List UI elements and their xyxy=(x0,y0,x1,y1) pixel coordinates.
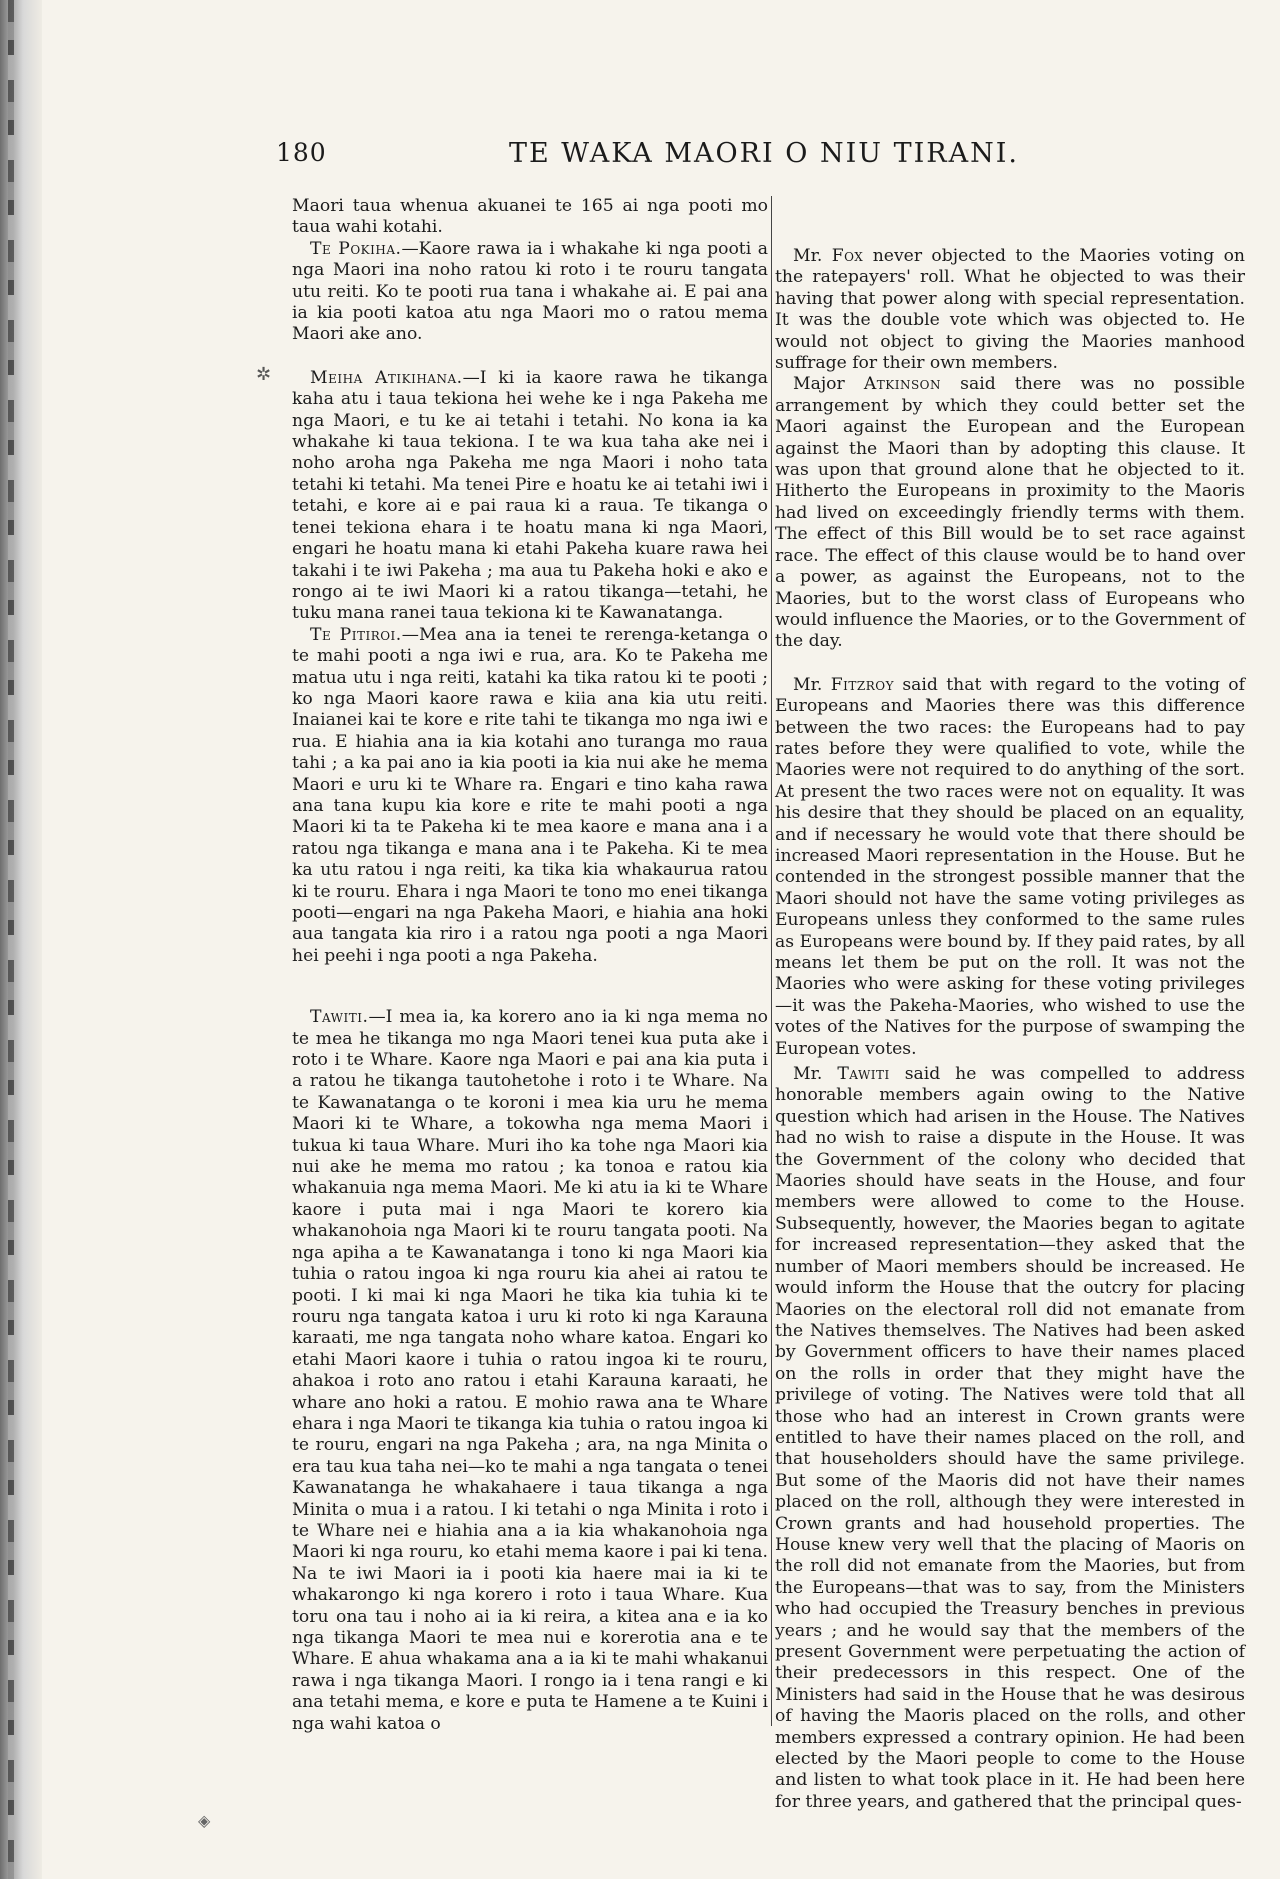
paragraph xyxy=(292,625,768,968)
paragraph-text: said there was no possible arrangement by which they could better set the Maori against the European and the European against the Maori than by adopting this clause. It was upon that ground alone that he objected to it. Hitherto the Europeans in proximity to the Maoris had lived on exceedingly friendly terms with them. The effect of this Bill would be to set race against race. The effect of this clause would be to hand over a power, as against the Europeans, not to the Maories, but to the worst class of Europeans who would influence the Maories, or to the Government of the day. xyxy=(775,374,1245,652)
speaker-title: Mr. xyxy=(793,1064,838,1085)
paragraph xyxy=(775,374,1245,652)
column-divider xyxy=(771,196,772,1726)
speaker-title: Mr. xyxy=(793,246,832,266)
speaker-title: Mr. xyxy=(793,674,831,695)
paragraph-text: —Kaore rawa ia i whakahe ki nga pooti a nga Maori ina noho ratou ki roto i te rouru tangata utu reiti. Ko te pooti rua tana i whakahe ai. E pai ana ia kia pooti katoa atu nga Maori mo o ratou mema Maori ake ano. xyxy=(292,238,768,345)
right-column-english xyxy=(775,246,1245,1813)
paragraph xyxy=(292,239,768,346)
margin-mark-icon: ✲ xyxy=(256,364,272,385)
paragraph xyxy=(775,1064,1245,1813)
paragraph-text: —Mea ana ia tenei te rerenga-ketanga o te mahi pooti a nga iwi e rua, ara. Ko te Pakeha me matua utu i nga reiti, katahi ka tika ratou ki te pooti ; ko nga Maori kaore rawa e kiia ana kia utu reiti. Inaianei kai te kore e rite tahi te tikanga mo nga iwi e rua. E hiahia ana ia kia kotahi ano turanga mo raua tahi ; a ka pai ano ia kia pooti ia kia nui ake he mema Maori e uru ki te Whare ra. Engari e tino kaha rawa ana tana kupu kia kore e rite te mahi pooti a nga Maori ki ta te Pakeha ki te mea kaore e mana ana i a ratou nga tikanga e mana ana i te Pakeha. Ki te mea ka utu ratou i nga reiti, ka tika kia whakaurua ratou ki te rouru. Ehara i nga Maori te tono mo enei tikanga pooti—engari na nga Pakeha Maori, e hiahia ana hoki aua tangata kia riro i a ratou nga pooti a nga Maori hei peehi i nga pooti a nga Pakeha. xyxy=(292,624,768,966)
book-binding-edge xyxy=(0,0,42,1879)
paragraph xyxy=(775,246,1245,374)
paragraph-text: —I mea ia, ka korero ano ia ki nga mema no te mea he tikanga mo nga Maori tenei kua puta ake i roto i te Whare. Kaore nga Maori e pai ana kia puta i a ratou he tikanga tautohetohe i roto i te Whare. Na te Kawanatanga o te koroni i mea kia uru he mema Maori ki te Whare, a tokowha nga mema Maori i tukua ki taua Whare. Muri iho ka tohe nga Maori kia nui ake he mema mo ratou ; ka tonoa e ratou kia whakanuia nga mema Maori. Me ki atu ia ki te Whare kaore i puta mai i nga Maori te korero kia whakanohoia nga Maori ki te rouru tangata pooti. Na nga apiha a te Kawanatanga i tono ki nga Maori kia tuhia o ratou ingoa ki nga rouru kia ahei ai ratou te pooti. I ki mai ki nga Maori he tika kia tuhia ki te rouru nga tangata katoa i uru ki roto ki nga Karauna karaati, me nga tangata noho whare katoa. Engari ko etahi Maori kaore i tuhia o ratou ingoa ki te rouru, ahakoa i roto ano ratou i etahi Karauna karaati, he whare ano hoki a ratou. E mohio rawa ana te Whare ehara i nga Maori te tikanga kia tuhia o ratou ingoa ki te rouru, engari na nga Pakeha ; ara, na nga Minita o era tau kua taha nei—ko te mahi a nga tangata o tenei Kawanatanga he whakahaere i taua tikanga a nga Minita o mua i a ratou. I ki tetahi o nga Minita i roto i te Whare nei e hiahia ana a ia kia whakanohoia nga Maori ki nga rouru, ko etahi mema kaore i pai ki tena. Na te iwi Maori ia i pooti kia haere mai ia ki te whakarongo ki nga korero i roto i taua Whare. Kua toru ona tau i noho ai ia ki reira, a kitea ana e ia ko nga tikanga Maori te mea nui e korerotia ana e te Whare. E ahua whakama ana a ia ki te mahi whakanui rawa i nga tikanga Maori. I rongo ia i tena rangi e ki ana tetahi mema, e kore e puta te Hamene a te Kuini i nga wahi katoa o xyxy=(292,1007,768,1734)
speaker-title: Major xyxy=(793,374,864,395)
paragraph xyxy=(775,675,1245,1060)
speaker-name: Te Pokiha. xyxy=(310,238,402,259)
paragraph-text: never objected to the Maories voting on the ratepayers' roll. What he objected to was their having that power along with special representation. It was the double vote which was objected to. He would not object to giving the Maories manhood suffrage for their own members. xyxy=(775,246,1245,374)
left-column-maori xyxy=(292,196,768,1735)
speaker-name: Meiha Atikihana. xyxy=(310,367,463,388)
page-header xyxy=(272,138,1032,174)
speaker-name: Tawiti xyxy=(837,1064,890,1085)
speaker-name: Fox xyxy=(831,246,864,266)
binding-stitching xyxy=(8,0,14,1879)
stamp-mark-icon: ◈ xyxy=(198,1811,211,1830)
paragraph: Maori taua whenua akuanei te 165 ai nga pooti mo taua wahi kotahi. xyxy=(292,196,768,238)
paragraph-text: —I ki ia kaore rawa he tikanga kaha atu i taua tekiona hei wehe ke i nga Pakeha me nga Maori, e tu ke ai tetahi i tetahi. No kona ia ka whakahe ki taua tekiona. I te wa kua taha ake nei i noho aroha nga Pakeha me nga Maori i noho tata tetahi ki tetahi. Ma tenei Pire e hoatu ke ai tetahi iwi i tetahi, e kore ai e pai raua ki a raua. Te tikanga o tenei tekiona ehara i te hoatu mana ki nga Maori, engari he hoatu mana ki etahi Pakeha kuare rawa hei takahi i te iwi Pakeha ; ma aua tu Pakeha hoki e ako e rongo ai te iwi Maori ki a ratou tikanga—tetahi, he tuku mana ranei taua tekiona ki te Kawanatanga. xyxy=(292,367,768,624)
speaker-name: Te Pitiroi. xyxy=(310,624,402,645)
paragraph xyxy=(292,368,768,625)
speaker-name: Fitzroy xyxy=(830,674,895,695)
page-title: TE WAKA MAORI O NIU TIRANI. xyxy=(509,138,1019,169)
paragraph-text: said that with regard to the voting of Europeans and Maories there was this difference between the two races: the Europeans had to pay rates before they were qualified to vote, while the Maories were not required to do anything of the sort. At present the two races were not on equality. It was his desire that they should be placed on an equality, and if necessary he would vote that there should be increased Maori representation in the House. But he contended in the strongest possible manner that the Maori should not have the same voting privileges as Europeans unless they conformed to the same rules as Europeans were bound by. If they paid rates, by all means let them be put on the roll. It was not the Maories who were asking for these voting privileges—it was the Pakeha-Maories, who wished to use the votes of the Natives for the purpose of swamping the European votes. xyxy=(775,674,1245,1059)
paragraph-text: said he was compelled to address honorable members again owing to the Native question which had arisen in the House. The Natives had no wish to raise a dispute in the House. It was the Government of the colony who decided that Maories should have seats in the House, and four members were allowed to come to the House. Subsequently, however, the Maories began to agitate for increased representation—they asked that the number of Maori members should be increased. He would inform the House that the outcry for placing Maories on the electoral roll did not emanate from the Natives themselves. The Natives had been asked by Government officers to have their names placed on the rolls in order that they might have the privilege of voting. The Natives were told that all those who had an interest in Crown grants were entitled to have their names placed on the roll, and that householders should have the same privilege. But some of the Maoris did not have their names placed on the roll, although they were interested in Crown grants and had household properties. The House knew very well that the placing of Maoris on the roll did not emanate from the Maories, but from the Europeans—that was to say, from the Ministers who had occupied the Treasury benches in previous years ; and he would say that the members of the present Government were perpetuating the action of their predecessors in this respect. One of the Ministers had said in the House that he was desirous of having the Maoris placed on the rolls, and other members expressed a contrary opinion. He had been elected by the Maori people to come to the House and listen to what took place in it. He had been here for three years, and gathered that the principal ques- xyxy=(775,1064,1246,1812)
paragraph xyxy=(292,1007,768,1735)
speaker-name: Tawiti. xyxy=(310,1007,369,1028)
speaker-name: Atkinson xyxy=(863,374,942,395)
page-number: 180 xyxy=(276,138,327,167)
